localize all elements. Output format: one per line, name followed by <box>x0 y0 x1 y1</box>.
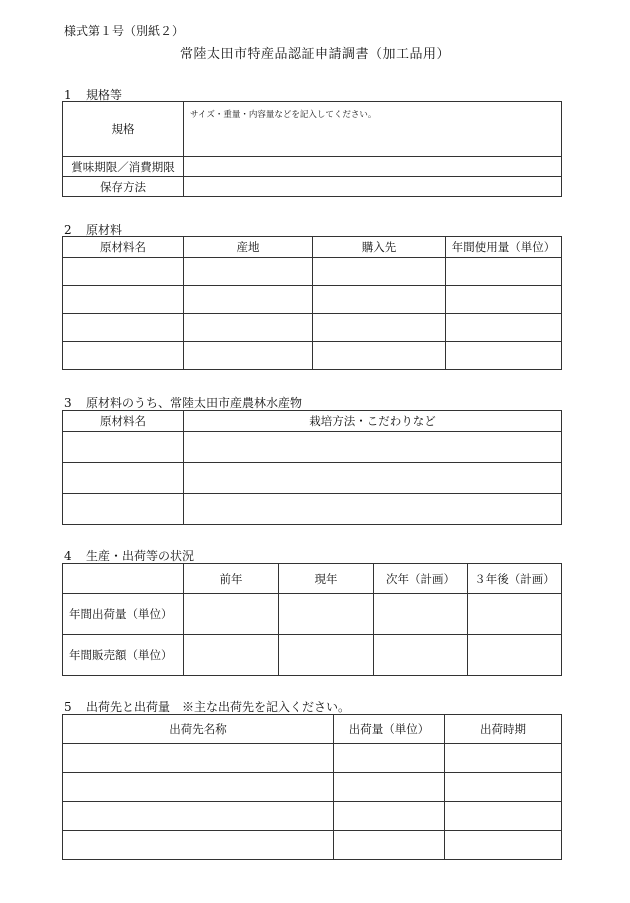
table-cell[interactable] <box>446 342 562 370</box>
table-cell[interactable] <box>445 773 562 802</box>
table-cell[interactable] <box>334 744 445 773</box>
table-cell[interactable] <box>63 258 184 286</box>
table-row <box>63 314 562 342</box>
table-cell[interactable] <box>334 831 445 860</box>
page-title: 常陸太田市特産品認証申請調書（加工品用） <box>179 47 450 62</box>
table-cell[interactable] <box>63 744 334 773</box>
table-cell[interactable] <box>63 286 184 314</box>
table-cell[interactable] <box>468 594 562 635</box>
table-cell[interactable] <box>279 635 374 676</box>
spec-label: 規格 <box>63 102 184 157</box>
table-cell[interactable] <box>63 314 184 342</box>
table-row <box>63 432 562 463</box>
col-header: ３年後（計画） <box>468 564 562 594</box>
table-cell[interactable] <box>184 258 313 286</box>
expiry-label: 賞味期限／消費期限 <box>63 157 184 177</box>
table-cell[interactable] <box>445 802 562 831</box>
table-cell[interactable] <box>63 773 334 802</box>
table-cell[interactable] <box>313 342 446 370</box>
table-cell[interactable] <box>374 635 468 676</box>
table-cell[interactable] <box>446 314 562 342</box>
table-row <box>63 594 562 635</box>
form-number: 様式第１号（別紙２） <box>64 24 185 38</box>
production-table <box>62 563 562 676</box>
table-row <box>63 494 562 525</box>
col-header <box>63 564 184 594</box>
storage-label: 保存方法 <box>63 177 184 197</box>
table-cell[interactable] <box>63 494 184 525</box>
table-cell[interactable] <box>184 594 279 635</box>
storage-field[interactable] <box>184 177 562 197</box>
table-cell[interactable] <box>184 635 279 676</box>
col-header: 出荷量（単位） <box>334 715 445 744</box>
row-label: 年間出荷量（単位） <box>63 594 184 635</box>
table-cell[interactable] <box>63 432 184 463</box>
table-cell[interactable] <box>313 258 446 286</box>
table-row <box>63 802 562 831</box>
table-row <box>63 773 562 802</box>
table-cell[interactable] <box>63 802 334 831</box>
table-cell[interactable] <box>184 463 562 494</box>
table-row <box>63 342 562 370</box>
section-1-heading: 1 規格等 <box>64 88 123 102</box>
section-3-heading: 3 原材料のうち、常陸太田市産農林水産物 <box>64 396 303 410</box>
table-cell[interactable] <box>468 635 562 676</box>
materials-table <box>62 236 562 370</box>
table-cell[interactable] <box>184 314 313 342</box>
table-row <box>63 635 562 676</box>
col-header: 栽培方法・こだわりなど <box>184 411 562 432</box>
col-header: 出荷時期 <box>445 715 562 744</box>
table-cell[interactable] <box>374 594 468 635</box>
table-cell[interactable] <box>445 744 562 773</box>
table-cell[interactable] <box>63 831 334 860</box>
table-cell[interactable] <box>446 258 562 286</box>
table-cell[interactable] <box>63 342 184 370</box>
col-header: 年間使用量（単位） <box>446 237 562 258</box>
col-header: 産地 <box>184 237 313 258</box>
col-header: 出荷先名称 <box>63 715 334 744</box>
shipping-table <box>62 714 562 860</box>
col-header: 次年（計画） <box>374 564 468 594</box>
table-cell[interactable] <box>313 314 446 342</box>
table-cell[interactable] <box>279 594 374 635</box>
row-label: 年間販売額（単位） <box>63 635 184 676</box>
section-2-heading: 2 原材料 <box>64 223 123 237</box>
table-cell[interactable] <box>334 802 445 831</box>
spec-table <box>62 101 562 197</box>
spec-field[interactable]: サイズ・重量・内容量などを記入してください。 <box>184 102 562 157</box>
table-row <box>63 286 562 314</box>
table-row <box>63 744 562 773</box>
col-header: 原材料名 <box>63 237 184 258</box>
expiry-field[interactable] <box>184 157 562 177</box>
table-cell[interactable] <box>313 286 446 314</box>
table-cell[interactable] <box>334 773 445 802</box>
table-cell[interactable] <box>184 432 562 463</box>
table-cell[interactable] <box>63 463 184 494</box>
table-row <box>63 258 562 286</box>
table-row <box>63 831 562 860</box>
table-cell[interactable] <box>184 286 313 314</box>
table-cell[interactable] <box>184 494 562 525</box>
col-header: 原材料名 <box>63 411 184 432</box>
col-header: 購入先 <box>313 237 446 258</box>
local-materials-table <box>62 410 562 525</box>
col-header: 前年 <box>184 564 279 594</box>
table-cell[interactable] <box>445 831 562 860</box>
table-cell[interactable] <box>446 286 562 314</box>
col-header: 現年 <box>279 564 374 594</box>
table-row <box>63 463 562 494</box>
section-5-heading: 5 出荷先と出荷量 ※主な出荷先を記入ください。 <box>64 700 351 714</box>
section-4-heading: 4 生産・出荷等の状況 <box>64 549 195 563</box>
table-cell[interactable] <box>184 342 313 370</box>
